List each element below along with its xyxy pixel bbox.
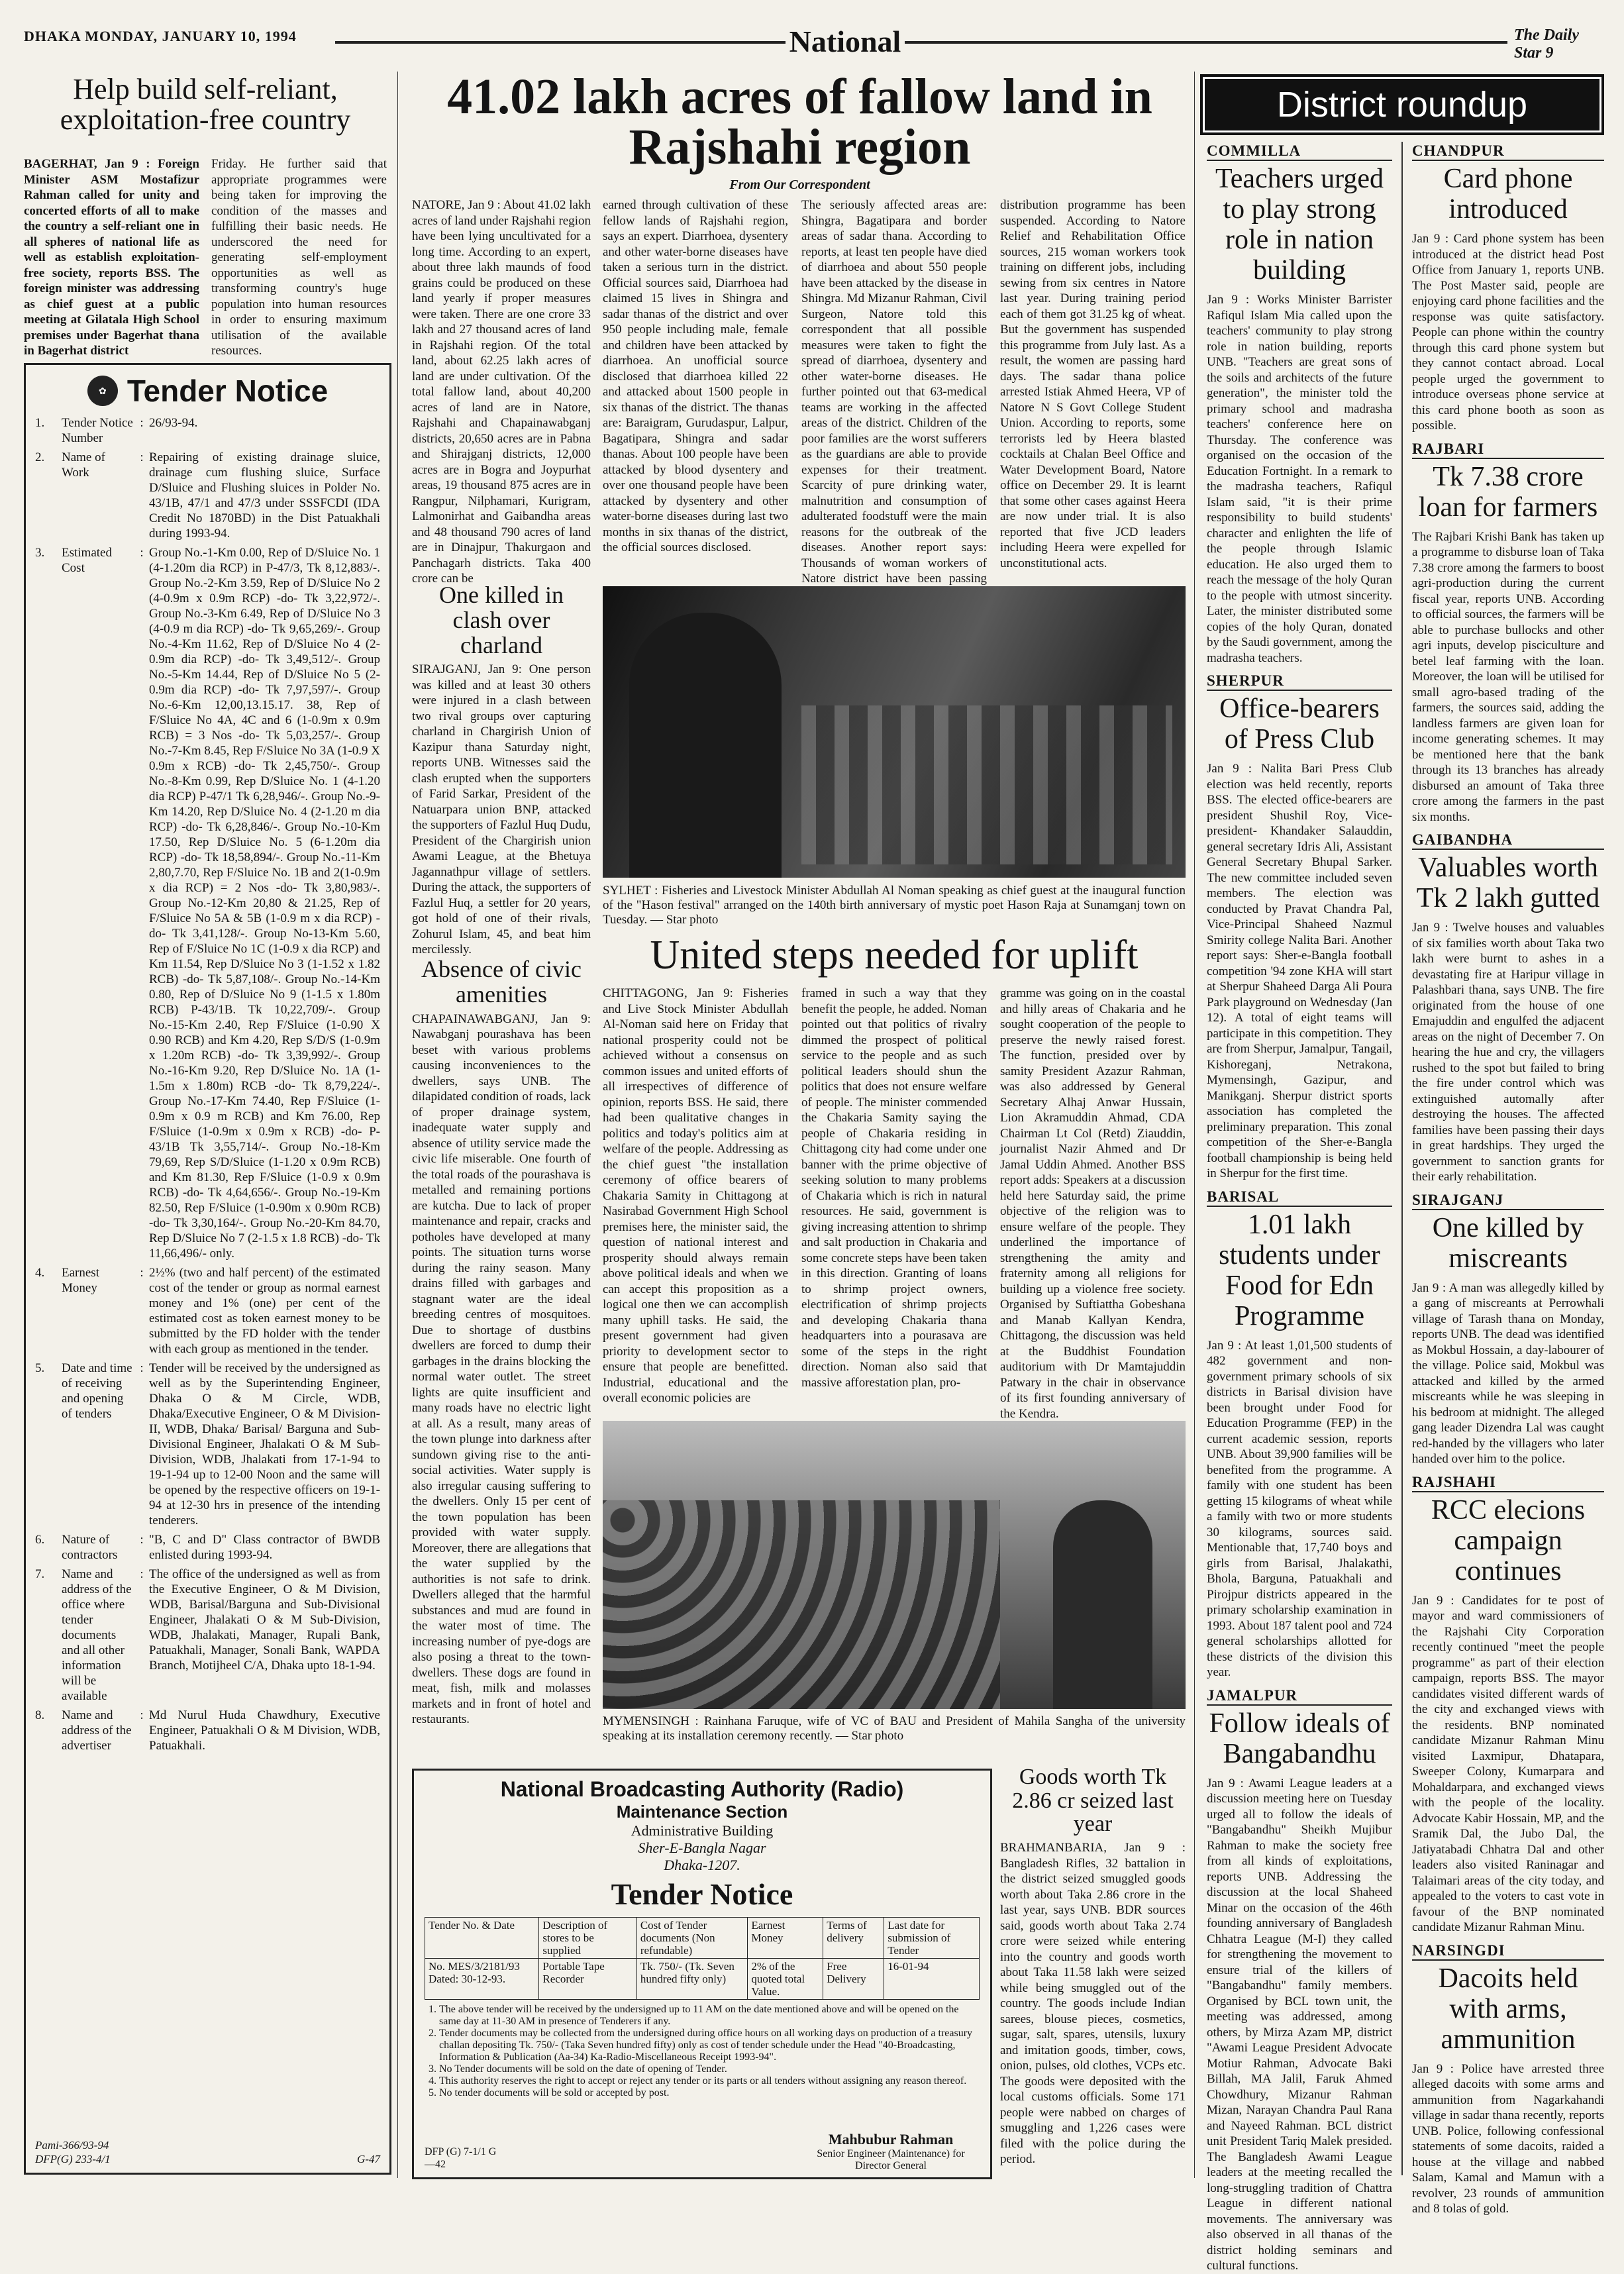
district-story [1207,672,1392,1182]
district-tag: BARISAL [1207,1188,1392,1207]
tender-row-number: 3. [35,546,45,560]
district-body: Jan 9 : Twelve houses and valuables of six families worth about Taka two lakh were burnt to ashes in a devastating fire at Haripur village in Palashbari thana, says UNB. The fire originated from the house of one Emajuddin and engulfed the adjacent areas on the night of December 7. On hearing the hue and cry, the villagers rushed to the spot but failed to bring the fire under control which was extinguished automally after destroying the houses. The affected families have been passing their days in great hardships. They urged the government to sanction grants for their early rehabilitation. [1412,921,1604,1184]
masthead-rule-right [905,41,1507,44]
tender-title: Tender Notice [127,374,329,408]
tender-row-value: 2½% (two and half percent) of the estimated cost of the tender or group as normal earnest money and 1% (one) per cent of the estimated cost as token earnest money to be submitted by the FD holder with the tender with each group as mentioned in the tender. [149,1266,380,1356]
district-body: Jan 9 : Nalita Bari Press Club election was held recently, reports BSS. The elected office-bearers are president Shushil Roy, Vice-president- Khandaker Salauddin, general secretary Idris Ali, Assistant General Secretary Bhupal Sarker. The new committee included seven members. The election was conducted by Pravat Chandra Pal, Vice-Principal Shaheed Nazmul Smirity college Nalita Bari. Another report says: Sher-e-Bangla football competition '94 zone KHA will start at Sherpur Shaheed Darga Ali Poura Park playground on Wednesday (Jan 12). A total of eight teams will participate in this competition. They are from Sherpur, Jamalpur, Tangail, Kishoreganj, Netrakona, Mymensingh, Gazipur, and Manikganj. Sherpur district sports association has completed the preliminary preparation. This zonal competition of the Sher-e-Bangla football championship is being held in Sherpur for the first time. [1207,762,1392,1180]
district-body: Jan 9 : Card phone system has been introduced at the district head Post Office from January 1, reports UNB. The Post Master said, people are enjoying card phone facilities and the response was quite satisfactory. People can phone within the country through this card phone system but they cannot contact abroad. Local people urged the government to introduce overseas phone service at this card phone booth as soon as possible. [1412,232,1604,433]
nba-th: Last date for submission of Tender [884,1918,980,1959]
district-col1 [1207,136,1392,2273]
district-headline: Follow ideals of Bangabandhu [1209,1708,1390,1769]
list-item: 1. The above tender will be received by the undersigned up to 11 AM on the date mentioned above and will be opened on the same day at 11-30 AM in presence of Tenderers if any. [439,2004,980,2028]
district-body: Jan 9 : Candidates for te post of mayor and ward commissioners of the Rajshahi City Corporation recently continued "meet the people programme" as part of their election campaign, reports BSS. The mayor candidates visited different wards of the city and exchanged views with the residents. BNP nominated candidate Mizanur Rahman Minu visited Laxmipur, Dhatapara, Sweeper Colony, Kumarpara and Mohaldarpara, and exchanged views with the people of the locality. Advocate Kabir Hossain, MP, and the Sramik Dal, the Jubo Dal, the Jatiyatabadi Chhatra Dal and other leaders also visited Raninagar and Talaimari areas of the city today, and appealed to the voters to cast vote in favour of the BNP nominated candidate Mizanur Rahman Minu. [1412,1593,1604,1934]
paper-title: The Daily Star [1514,26,1579,62]
nba-addr1: Administrative Building [631,1822,774,1839]
district-headline: One killed by miscreants [1432,1212,1584,1274]
district-tag: NARSINGDI [1412,1942,1604,1961]
tender-row-label: Name and address of the office where tender documents and all other information will be available [62,1567,132,1703]
goods-body: BRAHMANBARIA, Jan 9 : Bangladesh Rifles, 32 battalion in the district seized smuggled goods worth about Taka 2.86 crore in the last year, says UNB. BDR sources said, goods worth about Taka 2.74 crore were seized while entering into the country and goods worth about Taka 11.58 lakh were seized while being smuggled out of the country. The goods include Indian sarees, blouse pieces, cosmetics, sugar, salt, spares, utensils, luxury and imitation goods, timber, cows, onion, pulses, old clothes, VCPs etc. The goods were deposited with the local customs officials. Some 171 people were nabbed on charges of smuggling and 1,226 cases were filed with the police during the period. [1000,1841,1186,2167]
list-item: 3. No Tender documents will be sold on the date of opening of Tender. [439,2063,980,2075]
nba-td: Portable Tape Recorder [539,1959,636,2000]
uplift-col3: gramme was going on in the coastal and hilly areas of Chakaria and he sought cooperation of the people to preserve the newly raised forest. The function, presided over by samity President Azazur Rahman, was also addressed by General Secretary Alhaj Anwar Hussain, Lion Akramuddin Ahmad, CDA Chairman Lt Col (Retd) Ziauddin, journalist Nazir Ahmed and Dr Jamal Uddin Ahmed. Another BSS report adds: Speakers at a discussion held here Saturday said, the prime objective of the religion was to ensure welfare of the people. They underlined the importance of strengthening the amity and fraternity among all religions for building up a violence free society. Organised by Suftiattha Gobeshana and Manab Kallyan Kendra, Chittagong, the discussion was held at the Buddhist Foundation auditorium with Dr Mamtajuddin Patwary in the chair in observance of its first founding anniversary of the Kendra. [1000,986,1186,1421]
district-body: Jan 9 : Awami League leaders at a discussion meeting here on Tuesday urged all to follow the ideals of "Bangabandhu" Sheikh Mujibur Rahman to make the society free from all kinds of exploitations, reports UNB. Addressing the discussion at the local Shaheed Minar on the occasion of the 46th founding anniversary of Bangladesh Chhatra League (M-I) they called for strengthening the movement to ensure trial of the killers of "Bangabandhu" family members. Organised by BCL town unit, the meeting was addressed, among others, by Mirza Azam MP, district "Awami League President Advocate Motiur Rahman, Advocate Baki Billah, MA Jalil, Faruk Ahmed Chowdhury, Mizanur Rahman Mizan, Narayan Chandra Paul Rana and Nayeed Rahman. BCL district unit President Tariq Malek presided. The Bangladesh Awami League leaders at the meeting recalled the long-struggling tradition of Chattra League in different national movements. The anniversary was also observed in all thanas of the district holding seminars and cultural functions. [1207,1776,1392,2273]
amenities-headline: Absence of civic amenities [421,956,582,1008]
tender-row-colon: : [140,450,144,464]
seated-audience [603,1500,1000,1709]
photo-mymensingh-caption: MYMENSINGH : Rainhana Faruque, wife of VC of BAU and President of Mahila Sangha of the university speaking at its installation ceremony recently. — Star photo [603,1714,1186,1743]
district-tag: RAJSHAHI [1412,1474,1604,1492]
help-col1: BAGERHAT, Jan 9 : Foreign Minister ASM Mostafizur Rahman called for unity and concerted efforts of all to make the country a self-reliant one in all spheres of national life as well as establish exploitation-free society, reports BSS. The foreign minister was addressing as chief guest at a public meeting at Gilatala High School premises under Bagerhat thana in Bagerhat district [24,157,199,358]
list-item: 4. This authority reserves the right to accept or reject any tender or its parts or all tenders without assigning any reason thereof. [439,2075,980,2087]
tender-footer-left: Pami-366/93-94 DFP(G) 233-4/1 [35,2139,111,2165]
divider-left [397,72,398,2178]
tender-row-colon: : [140,1567,144,1581]
tender-row-value: The office of the undersigned as well as from the Executive Engineer, O & M Division, WDB, Barisal/Barguna and Sub-Divisional Engineer, Jhalakati O & M Sub-Division, WDB, Jhalakati, Manager, Rupali Bank, Patuakhali, Manager, Sonali Bank, WAPDA Branch, Motijheel C/A, Dhaka upto 18-1-94. [149,1567,380,1673]
help-article [24,74,387,359]
nba-footer: DFP (G) 7-1/1 G—42 [425,2146,497,2170]
tender-row [35,1708,380,1753]
tender-footer-right: G-47 [357,2153,380,2165]
nba-tender-title: Tender Notice [611,1877,793,1911]
tender-row-value: Tender will be received by the undersigned as well as by the Superintending Engineer, Dhaka O & M Circle, WDB, Dhaka/Executive Engineer, O & M Division-II, WDB, Dhaka/ Barisal/ Barguna and Sub-Divisional Engineer, Jhalakati O & M Sub-Division, WDB, Jhalakati from 17-1-94 to 19-1-94 up to 12-00 Noon and the same will be opened by the respective officers on 19-1-94 at 12-30 hrs in presence of the intending tenderers. [149,1361,380,1527]
uplift-col2: framed in such a way that they benefit the people, he added. Noman pointed out that politics of rivalry dimmed the prospect of political service to the people and as such political leaders should shun the politics that does not ensure welfare of people. The minister commended the Chakaria Samity saying the people of Chakaria residing in Chittagong city had come under one banner with the prime objective of seeking solution to many problems of Chakaria which is rich in natural resources. He said, government is giving increasing attention to shrimp and salt production in Chakaria and some concrete steps have been taken in this direction. Granting of loans to shrimp project owners, electrification of shrimp projects and developing Chakaria thana headquarters into a pourasava are some of the steps in the right direction. Noman also said that massive afforestation plan, pro- [801,986,987,1390]
district-tag: JAMALPUR [1207,1687,1392,1706]
main-col2: earned through cultivation of these fellow lands of Rajshahi region, says an expert. Diarrhoea, dysentery and other water-borne diseases have taken a serious turn in the district. Official sources said, Diarrhoea had claimed 15 lives in Shingra and sadar thanas of the district and over 950 people including male, female and children have been attacked by diarrhoea. An unofficial source disclosed that diarrhoea killed 22 and attacked about 1500 people in six thanas of the district. The thanas are: Baraigram, Gurudaspur, Lalpur, Bagatipara, Shingra and sadar thanas. About 100 people have been attacked by blood dysentery and over one thousand people have been attacked by dysentery and other water-borne diseases during last two months in six thanas of the district, the official sources disclosed. [603,198,788,554]
list-item: 2. Tender documents may be collected from the undersigned during office hours on all working days on production of a treasury challan depositing Tk. 750/- (Taka Seven hundred fifty) only as cost of tender schedule under the Head "40-Broadcasting, Information & Publication (Aa-34) Ka-Radio-Miscellaneous Receipt 1993-94". [439,2028,980,2063]
district-headline: RCC elecions campaign continues [1431,1494,1586,1586]
district-tag: SHERPUR [1207,672,1392,691]
district-tag: GAIBANDHA [1412,831,1604,850]
district-body: Jan 9 : At least 1,01,500 students of 482 government and non-government primary schools of six districts in Barisal division have been brought under Food for Education Programme (FEP) in the current academic session, reports UNB. About 39,900 families will be benefited from the programme. A family with one student has been getting 15 kilograms of wheat while a family with two or more students 30 kilograms, sources said. Mentionable that, 17,740 boys and girls from Barisal, Jhalakathi, Bhola, Barguna, Patuakhali and Pirojpur districts appeared in the primary scholarship examination in 1993. About 187 talent pool and 724 general scholarships allotted for these districts of the division this year. [1207,1338,1392,1679]
tender-row-number: 6. [35,1533,45,1547]
tender-row-label: Nature of contractors [62,1533,118,1562]
tender-row-value: Repairing of existing drainage sluice, drainage cum flushing sluice, Surface D/Sluice and Flushing sluices in Polder No. 43/1B, 47/1 and 47/3 under SSSFCDI (IDA Credit No 1870BD) in the Dist Patuakhali during 1993-94. [149,450,380,541]
district-tag: SIRAJGANJ [1412,1192,1604,1210]
tender-row-number: 2. [35,450,45,464]
tender-row [35,450,380,541]
paper-name [1514,26,1600,62]
masthead-rule-left [335,41,786,44]
nba-th: Description of stores to be supplied [539,1918,636,1959]
page-number: 9 [1545,44,1554,62]
masthead [24,24,1600,64]
help-headline: Help build self-reliant, exploitation-free country [60,73,351,136]
photo-mymensingh [603,1421,1186,1709]
killed-body: SIRAJGANJ, Jan 9: One person was killed and at least 30 others were injured in a clash between two rival groups over capturing charland in Chargirish Union of Kazipur thana Saturday night, reports UNB. Witnesses said the clash erupted when the supporters of Farid Sarkar, President of the Natuarpara union BNP, attacked the supporters of Fazlul Huq Dudu, President of the Chargirish union Awami League, at the Bhetuya Jagannathpur village of settlers. During the attack, the supporters of Fazlul Huq, a settler for 20 years, got hold of one of their rivals, Zohurul Islam, 45, and beat him mercilessly. [412,662,591,957]
uplift-col1: CHITTAGONG, Jan 9: Fisheries and Live Stock Minister Abdullah Al-Noman said here on Friday that national prosperity could not be achieved without a consensus on common issues and united efforts of all irrespectives of difference of opinion, reports BSS. He said, there had been qualitative changes in politics and today's politics aim at welfare of the people. Addressing as the chief guest "the installation ceremony of office bearers of Chakaria Samity in Chittagong at Nasirabad Government High School premises here, the minister said, the question of national interest and prosperity should always remain above political ideals and when we can accept this proposition as a logical one then we can accomplish many uphill tasks. He said, the present government had given priority to development sector to ensure that people are benefitted. Industrial, educational and the overall economic policies are [603,986,788,1405]
district-headline: Valuables worth Tk 2 lakh gutted [1416,853,1600,913]
tender-rows [35,415,380,1753]
nba-signer-title: Senior Engineer (Maintenance) for Director General [817,2148,965,2171]
nba-td: No. MES/3/2181/93 Dated: 30-12-93. [425,1959,539,2000]
district-story [1412,1192,1604,1467]
nba-th: Tender No. & Date [425,1918,539,1959]
nba-addr3: Dhaka-1207. [664,1857,740,1873]
district-headline: Teachers urged to play strong role in nation building [1215,164,1384,285]
district-col2 [1412,136,1604,2216]
goods-headline: Goods worth Tk 2.86 cr seized last year [1012,1765,1174,1837]
tender-row-label: Estimated Cost [62,546,112,575]
audience-rows [801,705,1172,864]
tender-row-value: "B, C and D" Class contractor of BWDB enlisted during 1993-94. [149,1533,380,1562]
nba-th: Terms of delivery [823,1918,884,1959]
uplift-headline: United steps needed for uplift [650,933,1139,978]
tender-row [35,1361,380,1528]
tender-row-number: 5. [35,1361,45,1375]
main-col4: distribution programme has been suspended. According to Natore Relief and Rehabilitation Office sources, 215 woman workers took training on different jobs, including sewing from six centres in Natore last year. During training period each of them got 31.25 kg of wheat. But the government has suspended this programme from July last. As a result, the women are passing hard days. The sadar thana police arrested Istiak Ahmed Heera, VP of Natore N S Govt College Student Union. According to reports, some terrorists led by Heera blasted cocktails at Chalan Beel Office and Water Development Board, Natore office on December 29. It is learnt that some other cases against Heera are now under trial. It is also reported that five JCD leaders including Heera were expelled for unconstitutional acts. [1000,198,1186,570]
district-tag: CHANDPUR [1412,142,1604,161]
district-headline: Dacoits held with arms, ammunition [1438,1963,1578,2055]
district-story [1412,1942,1604,2217]
district-story [1412,831,1604,1185]
speaker-woman-figure [1053,1500,1152,1709]
main-byline: From Our Correspondent [729,178,870,192]
nba-tender-table [425,1917,980,2000]
tender-row [35,415,380,446]
district-story [1207,142,1392,666]
amenities-article [412,957,591,1802]
tender-row-colon: : [140,416,144,430]
tender-row-label: Date and time of receiving and opening of tenders [62,1361,132,1421]
district-body: Jan 9 : Works Minister Barrister Rafiqul Islam Mia called upon the teachers' community to play strong role in nation building, reports UNB. "Teachers are great sons of the soils and architects of the future generation", the minister told the primary school and madrasha teachers' conference here on Thursday. The conference was organised on the occasion of the Education Fortnight. In a remark to the madrasha teachers, Rafiqul Islam said, "it is their prime responsibility to build students' character and enlighten the life of the people through Islamic education. He also urged them to reach the message of the holy Quran to the people with utmost sincerity. Later, the minister distributed some copies of the holy Quran, donated by the Saudi government, among the madrasha teachers. [1207,293,1392,665]
tender-row [35,1567,380,1704]
tender-row [35,545,380,1261]
amenities-body: CHAPAINAWABGANJ, Jan 9: Nawabganj pourashava has been beset with various problems causing inconveniences to the dwellers, says UNB. The dilapidated condition of roads, lack of proper drainage system, inadequate water supply and absence of utility service made the civic life miserable. One fourth of the total roads of the pourashava is metalled and remaining portions are kutcha. Due to lack of proper maintenance and repair, cracks and potholes have developed at many points. The situation turns worse during the rainy season. Many drains filled with garbages and stagnant water are the ideal breeding centres of mosquitoes. Due to shortage of dustbins dwellers are forced to dump their garbages in the drains blocking the normal water outlet. The street lights are quite insufficient and many roads have no electric light at all. As a result, many areas of the town plunge into darkness after sundown giving rise to the anti-social activities. Water supply is also irregular causing suffering to the dwellers. Only 15 per cent of the town population has been provided with water supply. Moreover, there are allegations that the water supplied by the authorities is not safe to drink. Dwellers alleged that the harmful substances and mud are found in the water most of time. The increasing number of pye-dogs are also posing a threat to the town-dwellers. These dogs are found in meat, fish, milk and molasses markets and in front of hotel and restaurants. [412,1011,591,1727]
nba-th: Earnest Money [748,1918,823,1959]
district-story [1412,142,1604,434]
killed-headline: One killed in clash over charland [439,582,564,658]
nba-td: 2% of the quoted total Value. [748,1959,823,2000]
tender-row-colon: : [140,1708,144,1722]
tender-row-value: Md Nurul Huda Chawdhury, Executive Engineer, Patuakhali O & M Division, WDB, Patuakhali. [149,1708,380,1753]
district-banner [1200,74,1604,135]
nba-tender-notice [412,1769,992,2179]
nba-th: Cost of Tender documents (Non refundable) [636,1918,748,1959]
divider-district [1194,72,1195,2178]
nba-title1: National Broadcasting Authority (Radio) [500,1777,904,1801]
district-story [1207,1687,1392,2274]
tender-row-colon: : [140,1533,144,1547]
district-headline: Office-bearers of Press Club [1219,694,1380,754]
district-headline: Card phone introduced [1443,164,1573,225]
speaker-figure [629,613,782,878]
district-tag: COMMILLA [1207,142,1392,161]
district-column-divider [1401,142,1403,2175]
nba-signer: Mahbubur Rahman [828,2131,954,2147]
nba-notes [425,2004,980,2099]
tender-row-number: 4. [35,1266,45,1280]
photo-sylhet [603,586,1186,878]
table-row [425,1959,980,2000]
main-col3: The seriously affected areas are: Shingra, Bagatipara and border areas of sadar thana. According to reports, at least ten people have died of diarrhoea and about 550 people have been attacked by the disease in Shingra. Md Mizanur Rahman, Civil Surgeon, Natore told this correspondent that all possible measures were taken to fight the spread of diarrhoea, dysentery and other water-borne diseases. He further pointed out that 63-medical teams are working in the affected areas of the district. Children of the poor families are the worst sufferers as the guardians are able to provide expenses for their treatment. Scarcity of pure drinking water, malnutrition and consumption of adulterated foodstuff were the main reasons for the outbreak of the diseases. Another report says: Thousands of woman workers of Natore district have been passing [801,198,987,586]
dateline: DHAKA MONDAY, JANUARY 10, 1994 [24,28,297,44]
district-tag: RAJBARI [1412,440,1604,459]
tender-notice-left [24,363,391,2175]
nba-td: Tk. 750/- (Tk. Seven hundred fifty only) [636,1959,748,2000]
district-story [1207,1188,1392,1680]
photo-sylhet-caption: SYLHET : Fisheries and Livestock Minister Abdullah Al Noman speaking as chief guest at the inaugural function of the "Hason festival" arranged on the 140th birth anniversary of mystic poet Hason Raja at Sunamganj town on Tuesday. — Star photo [603,884,1186,927]
tender-row [35,1265,380,1357]
nba-td: 16-01-94 [884,1959,980,2000]
nba-title2: Maintenance Section [616,1802,788,1822]
help-col2: Friday. He further said that appropriate programmes were being taken for improving the condition of the masses and fulfilling their basic needs. He underscored the need for generating self-employment opportunities as well as transforming country's huge population into human resources in order to ensuring maximum utilisation of the available resources. [211,157,387,358]
tender-row-number: 7. [35,1567,45,1581]
tender-row-label: Tender Notice Number [62,416,133,445]
killed-article [412,582,591,957]
goods-article [1000,1765,1186,2176]
nba-table-header [425,1918,980,1959]
tender-row-number: 1. [35,416,45,430]
main-col1: NATORE, Jan 9 : About 41.02 lakh acres of land under Rajshahi region have been lying uncultivated for a long time. According to an expert, about three lakh maunds of food grains could be produced on these land yearly if proper measures were taken. There are one crore 33 lakh and 27 thousand acres of land in Rajshahi region. Of the total land, about 62.25 lakh acres of land are under cultivation. Of the total fallow land, about 40,200 acres of land are in Natore, Rajshahi and Chapainawabganj districts, 20,650 acres are in Pabna and Shirajganj districts, 12,000 acres are in Bogra and Joypurhat areas, 19 thousand 875 acres are in Rangpur, Nilphamari, Kurigram, Lalmonirhat and Gaibandha areas and 48 thousand 790 acres of land are in Dinajpur, Thakurgaon and Panchagarh districts. Taka 400 crore can be [412,198,591,586]
tender-row-value: 26/93-94. [149,416,198,430]
district-body: Jan 9 : Police have arrested three alleged dacoits with some arms and ammunition from Nagarkahandi village in sadar thana recently, reports UNB. Police, following confessional statements of some dacoits, raided a house at the village and nabbed Salam, Kamal and Mamun with a revolver, 23 rounds of ammunition and 8 tolas of gold. [1412,2061,1604,2216]
tender-row-label: Earnest Money [62,1266,99,1295]
list-item: 5. No tender documents will be sold or accepted by post. [439,2087,980,2099]
district-story [1412,440,1604,825]
district-headline: 1.01 lakh students under Food for Edn Programme [1219,1209,1380,1331]
nba-signer-block [811,2131,970,2172]
bwdb-logo-icon: ✿ [87,376,118,406]
tender-row-number: 8. [35,1708,45,1722]
district-body: The Rajbari Krishi Bank has taken up a programme to disburse loan of Taka 7.38 crore among the farmers to boost agri-production during the current fiscal year, reports UNB. According to official sources, the farmers will be able to purchase bullocks and other agri inputs, develop pisciculture and betel leaf farming with the loan. Moreover, the loan will be utilised for small agro-based trading of the farmers, the sources said, adding the landless farmers are given loan for income generating schemes. It may be mentioned here that the bank through its 13 branches has already disbursed an amount of Taka three crore among the farmers in the past six months. [1412,529,1604,824]
tender-header [35,373,380,409]
district-story [1412,1474,1604,1936]
tender-row-value: Group No.-1-Km 0.00, Rep of D/Sluice No. 1 (4-1.20m dia RCP) in P-47/3, Tk 8,12,883/-. Group No.-2-Km 3.59, Rep of D/Sluice No 2 (4-0.9m x 0.9m RCP) -do- Tk 3,22,972/-. Group No.-3-Km 6.49, Rep of D/Sluice No 3 (4-0.9 m dia RCP) -do- Tk 9,65,269/-. Group No.-4-Km 11.62, Rep of D/Sluice No 4 (2-0.9m dia RCP) -do- Tk 3,49,512/-. Group No.-5-Km 14.44, Rep of D/Sluice No 5 (2-0.9m dia RCP) -do- Tk 7,97,597/-. Group No.-6-Km 12,00,13.15.17. 38, Rep of F/Sluice No 4A, 4C and 6 (1-0.9m x 0.9m RCB) = 3 Nos -do- Tk 5,03,257/-. Group No.-7-Km 8.45, Rep F/Sluice No 3A (1-0.9 X 0.9m x RCB) -do- Tk 2,45,750/-. Group No.-8-Km 0.99, Rep D/Sluice No. 1 (4-1.20 dia RCP) P-47/1 Tk 6,28,946/-. Group No.-9-Km 14.20, Rep D/Sluice No. 4 (2-1.20 m dia RCP) -do- Tk 6,28,846/-. Group No.-10-Km 17.50, Rep D/Sluice No. 5 (6-1.20m dia RCP) -do- Tk 18,58,894/-. Group No.-11-Km 2,80,7.70, Rep F/Sluice No. 1B and 2(1-0.9m x dia RCP) = 2 Nos -do- Tk 3,80,983/-. Group No.-12-Km 20,80 & 21.25, Rep of F/Sluice No 5A & 5B (1-0.9 m x dia RCP) -do- Tk 3,41,128/-. Group No-13-Km 5.60, Rep of F/Sluice No 1C (1-0.9 x dia RCP) and Km 11.54, Rep D/Sluice No 3 (1-1.52 x 1.82 RCB) -do- Tk 5,87,108/-. Group No.-14-Km 0.80, Rep of D/Sluice No 9 (1-1.5 x 1.80m RCB) P-43/1B. Tk 10,22,709/-. Group No.-15-Km 2.40, Rep F/Sluice (1-0.90 X 0.90 RCB) and Km 4.20, Rep S/D/S (1-0.9m x 1.20m RCB) -do- Tk 3,39,992/-. Group No.-16-Km 9.20, Rep D/Sluice No. 1A (1-1.5m x 1.80m) RCB -do- Tk 8,79,224/-. Group No.-17-Km 74.40, Rep F/Sluice (1-0.9m x 0.9 m RCB) and Km 76.00, Rep F/Sluice (1-0.9m x 0.9m x RCB) -do- P-43/1B Tk 3,55,714/-. Group No.-18-Km 79,69, Rep S/D/Sluice (1-1.20 x 0.9m RCB) and Km 81.30, Rep F/Sluice (1-0.9 x 0.9m RCB) -do- Tk 4,64,656/-. Group No.-19-Km 82.50, Rep F/Sluice (1-0.90m x 0.90m RCB) -do- Tk 3,30,164/-. Group No.-20-Km 84.70, Rep D/Sluice No 7 (2-1.5 x 1.8 RCB) -do- Tk 11,66,496/- only. [149,546,380,1261]
district-banner-title: District roundup [1276,85,1528,125]
tender-row-colon: : [140,1266,144,1280]
district-headline: Tk 7.38 crore loan for farmers [1418,461,1598,523]
tender-row-label: Name and address of the advertiser [62,1708,132,1753]
tender-row-colon: : [140,1361,144,1375]
main-headline: 41.02 lakh acres of fallow land in Rajshahi region [447,69,1152,175]
tender-row-colon: : [140,546,144,560]
tender-row-label: Name of Work [62,450,105,480]
nba-addr2: Sher-E-Bangla Nagar [638,1839,766,1856]
district-body: Jan 9 : A man was allegedly killed by a gang of miscreants at Perrowhali village of Tarash thana on Monday, reports UNB. The dead was identified as Mokbul Hossain, a day-labourer of the village. Police said, Mokbul was attacked and killed by the armed miscreants while he was sleeping in his bedroom at midnight. The alleged gang leader Dizendra Lal was caught red-handed by the villagers who later handed over him to the police. [1412,1280,1604,1466]
section-title: National [789,25,901,58]
tender-row [35,1532,380,1563]
nba-td: Free Delivery [823,1959,884,2000]
